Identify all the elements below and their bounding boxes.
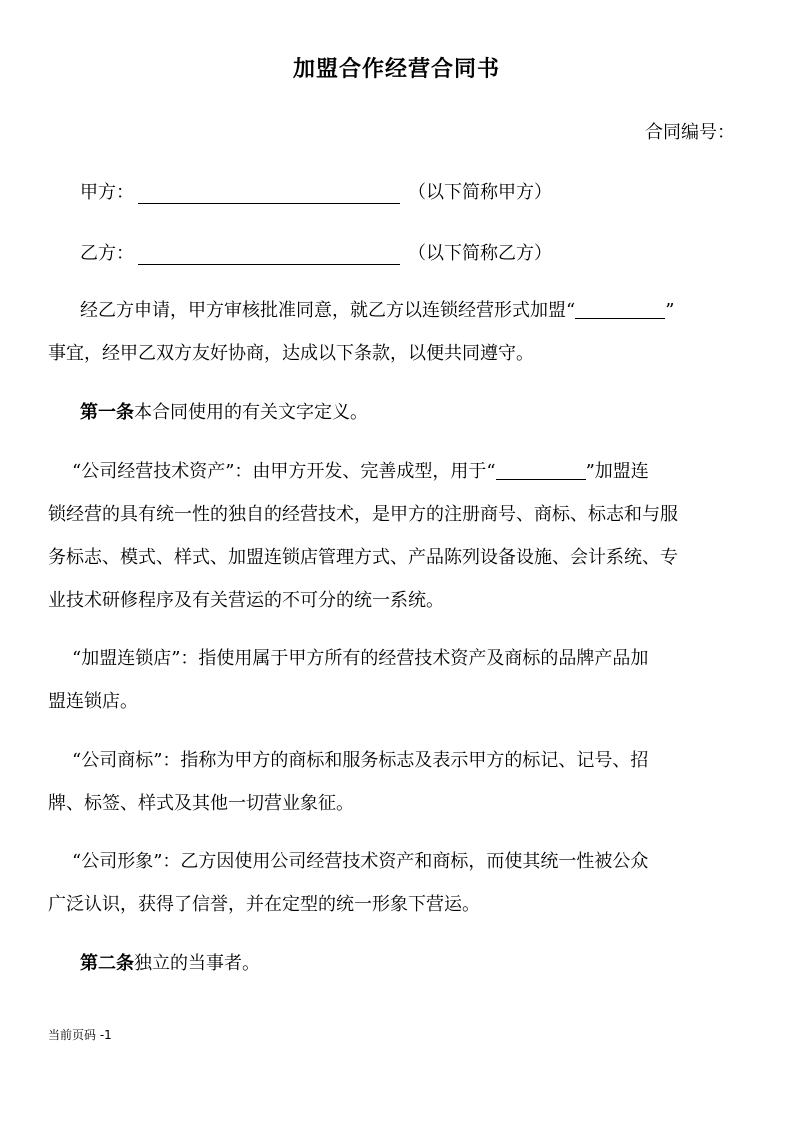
assets-line-3: 务标志、模式、样式、加盟连锁店管理方式、产品陈列设备设施、会计系统、专 [48, 547, 678, 568]
brand-name-blank [496, 461, 586, 480]
store-line-2: 盟连锁店。 [48, 691, 138, 712]
intro-paragraph [48, 289, 748, 375]
article-1-text: 本合同使用的有关文字定义。 [134, 402, 368, 423]
party-b-blank [138, 244, 400, 265]
article-1-heading: 第一条 [80, 402, 134, 423]
party-a-label: 甲方： [80, 182, 134, 203]
trademark-line-1: “公司商标”：指称为甲方的商标和服务标志及表示甲方的标记、记号、招 [72, 750, 649, 771]
definition-company-image [48, 840, 748, 926]
assets-line-4: 业技术研修程序及有关营运的不可分的统一系统。 [48, 590, 444, 611]
intro-line-1: 经乙方申请，甲方审核批准同意，就乙方以连锁经营形式加盟“ ” [80, 300, 675, 321]
party-b-line [80, 239, 552, 265]
article-2-heading: 第二条 [80, 953, 134, 974]
article-2 [80, 942, 748, 985]
article-2-text: 独立的当事者。 [134, 953, 260, 974]
definition-technical-assets [48, 450, 748, 622]
store-line-1: “加盟连锁店”：指使用属于甲方所有的经营技术资产及商标的品牌产品加 [72, 648, 649, 669]
party-a-suffix: （以下简称甲方） [408, 182, 552, 203]
franchise-name-blank [575, 300, 665, 319]
party-a-line [80, 178, 552, 204]
assets-line-1: “公司经营技术资产”：由甲方开发、完善成型，用于“ ”加盟连 [72, 461, 649, 482]
party-b-suffix: （以下简称乙方） [408, 243, 552, 264]
definition-franchise-store [48, 637, 748, 723]
image-line-1: “公司形象”：乙方因使用公司经营技术资产和商标，而使其统一性被公众 [72, 851, 649, 872]
contract-number-label: 合同编号： [645, 122, 735, 143]
assets-line-2: 锁经营的具有统一性的独自的经营技术，是甲方的注册商号、商标、标志和与服 [48, 504, 678, 525]
trademark-line-2: 牌、标签、样式及其他一切营业象征。 [48, 793, 354, 814]
intro-line-2: 事宜，经甲乙双方友好协商，达成以下条款，以便共同遵守。 [48, 343, 534, 364]
article-1 [80, 391, 748, 434]
definition-company-trademark [48, 739, 748, 825]
party-a-blank [138, 183, 400, 204]
party-b-label: 乙方： [80, 243, 134, 264]
page-number-footer: 当前页码 -1 [48, 1028, 112, 1042]
document-title: 加盟合作经营合同书 [292, 56, 500, 82]
image-line-2: 广泛认识，获得了信誉，并在定型的统一形象下营运。 [48, 894, 480, 915]
